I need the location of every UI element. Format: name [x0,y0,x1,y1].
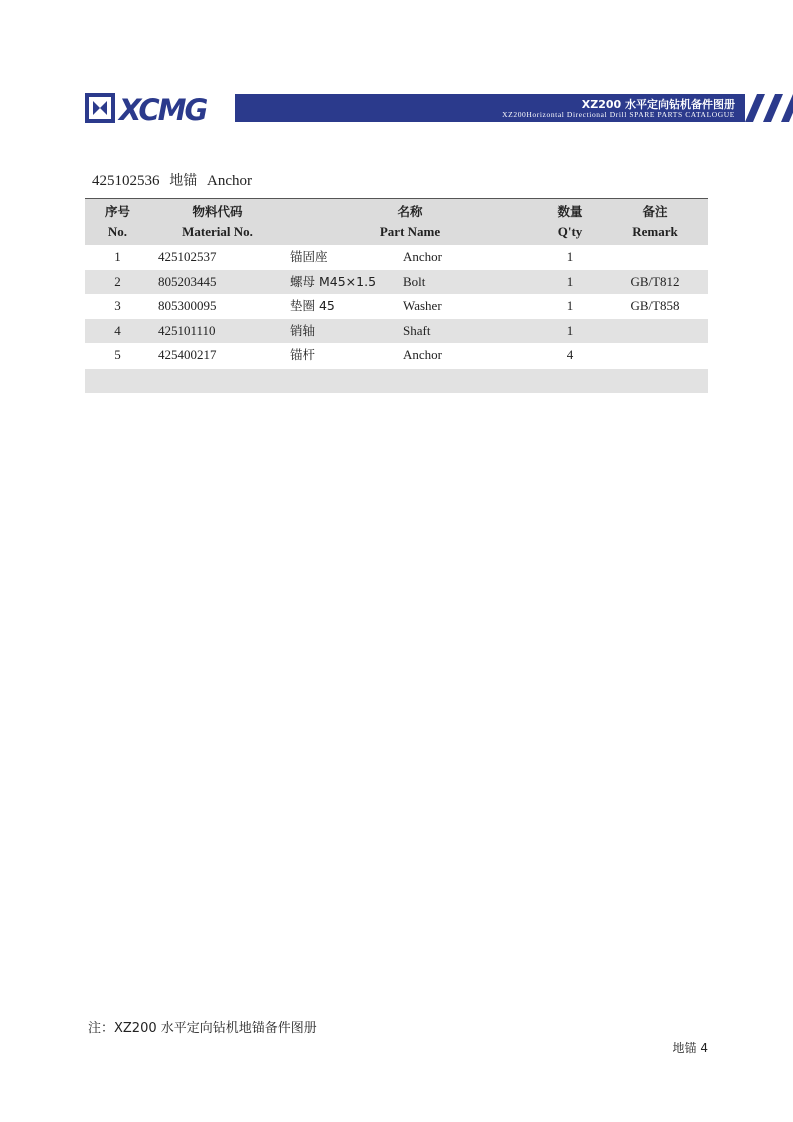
cell-no: 4 [114,322,121,338]
cell-no: 3 [114,298,121,313]
assembly-code: 425102536 [92,173,160,189]
table-row [85,343,708,368]
table-row [85,319,708,344]
cell-name-zh: 垫圈 45 [290,298,335,313]
cell-name-en: Shaft [403,322,431,338]
cell-remark: GB/T858 [630,298,680,313]
cell-name-zh: 螺母 M45×1.5 [290,273,377,289]
header-part-name: 名称 Part Name [379,204,441,239]
cell-name-zh: 销轴 [290,322,316,338]
cell-material-no: 425102537 [158,249,217,264]
header-material-no: 物料代码 Material No. [182,204,253,239]
cell-no: 1 [114,249,121,264]
cell-qty: 1 [566,322,574,338]
svg-text:XCMG: XCMG [119,93,207,124]
cell-name-zh: 锚固座 [290,249,328,264]
banner-stripes-decoration [743,94,793,122]
cell-name-en: Washer [403,298,442,313]
page-header [85,92,735,124]
table-row [85,294,708,319]
xcmg-logo [85,92,231,124]
cell-name-en: Anchor [403,347,442,362]
cell-material-no: 805203445 [158,273,217,289]
cell-no: 5 [114,347,121,362]
table-header [85,198,708,245]
cell-material-no: 805300095 [158,298,217,313]
cell-qty: 1 [566,273,574,289]
table-row [85,270,708,295]
assembly-name-en: Anchor [207,173,252,189]
assembly-name-zh: 地锚 [169,173,198,189]
catalogue-subtitle: XZ200Horizontal Directional Drill SPARE PARTS CATALOGUE [502,110,735,119]
cell-name-en: Anchor [403,249,442,264]
cell-material-no: 425400217 [158,347,217,362]
cell-name-zh: 锚杆 [290,347,316,362]
header-qty: 数量 Q'ty [557,204,583,239]
cell-material-no: 425101110 [158,322,216,338]
cell-qty: 4 [566,347,574,362]
header-no: 序号 No. [104,204,130,239]
cell-no: 2 [114,273,121,289]
cell-remark: GB/T812 [630,273,680,289]
cell-qty: 1 [566,298,574,313]
parts-table [85,198,708,393]
document-title [92,170,258,190]
page-number: 地锚 4 [672,1041,708,1055]
cell-name-en: Bolt [403,273,426,289]
catalogue-title: XZ200 水平定向钻机备件图册 [581,98,735,111]
cell-qty: 1 [566,249,574,264]
header-remark: 备注 Remark [632,204,678,239]
table-empty-row [85,369,708,393]
header-banner [235,94,745,122]
table-row [85,245,708,270]
footer-note: 注：XZ200 水平定向钻机地锚备件图册 [88,1021,317,1036]
